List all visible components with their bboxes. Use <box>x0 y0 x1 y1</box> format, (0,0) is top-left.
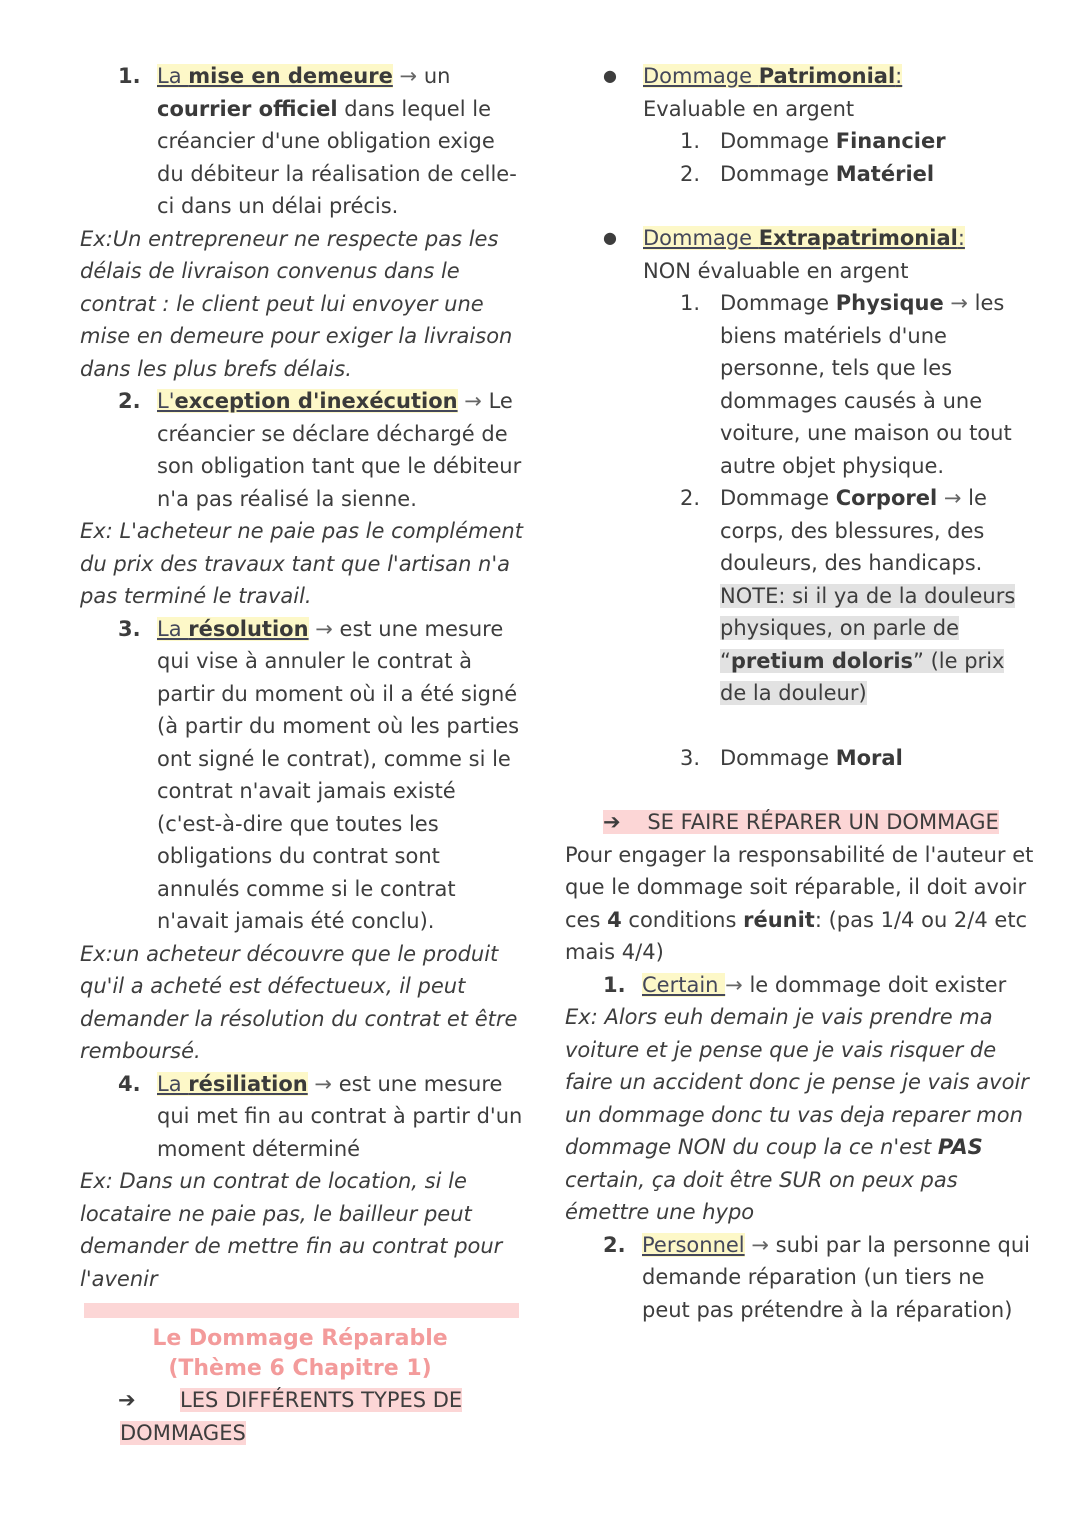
spacer <box>565 190 1035 222</box>
chapter-title: Le Dommage Réparable <box>152 1326 448 1351</box>
term-patrimonial: Dommage Patrimonial: <box>643 64 903 88</box>
term-extrapatrimonial: Dommage Extrapatrimonial: <box>643 226 965 250</box>
section-label: LES DIFFÉRENTS TYPES DE DOMMAGES <box>120 1388 463 1445</box>
section-heading-reparer <box>565 806 1035 839</box>
example-text: Ex: L'acheteur ne paie pas le complément du prix des travaux tant que l'artisan n'a pas terminé le travail. <box>80 519 523 608</box>
sub-item-financier: 1. Dommage Financier <box>680 129 946 153</box>
arrow-icon: → <box>315 616 333 641</box>
item-number: 4. <box>118 1071 141 1096</box>
arrow-icon: → <box>399 64 418 88</box>
example-text: Ex: Dans un contrat de location, si le locataire ne paie pas, le bailleur peut demander de mettre fin au contrat pour l'avenir <box>80 1169 503 1291</box>
sub-item-corporel: 2. Dommage Corporel → le corps, des blessures, des douleurs, des handicaps. <box>680 486 987 575</box>
section-label: SE FAIRE RÉPARER UN DOMMAGE <box>647 810 999 834</box>
list-item-exception-inexecution <box>80 385 525 515</box>
term-exception-inexecution: L'exception d'inexécution <box>157 389 458 413</box>
bullet-icon: ● <box>603 66 617 85</box>
item-text-rest: dans lequel le créancier d'une obligation exige du débiteur la réalisation de celle- ci dans un délai précis. <box>157 96 517 218</box>
bullet-desc: Evaluable en argent <box>643 96 855 121</box>
chapter-subtitle: (Thème 6 Chapitre 1) <box>168 1356 432 1381</box>
spacer <box>565 774 1035 806</box>
arrow-icon: → <box>314 1071 333 1096</box>
example-text: Ex: Alors euh demain je vais prendre ma voiture et je pense que je vais risquer de faire un accident donc je pense je vais avoir un dommage donc tu vas deja reparer mon dommage NON du coup la ce n'est PAS certain, ça doit être SUR on peux pas émettre une hypo <box>565 1005 1029 1224</box>
note-pretium-doloris: NOTE: si il ya de la douleurs physiques, on parle de “pretium doloris” (le prix de la douleur) <box>720 583 1016 705</box>
term-resolution: La résolution <box>157 616 309 641</box>
item-text-rest: est une mesure qui met fin au contrat à partir d'un moment déterminé <box>157 1071 523 1161</box>
sub-item-moral: 3. Dommage Moral <box>680 745 903 770</box>
example-text: Ex:un acheteur découvre que le produit qu'il a acheté est défectueux, il peut demander la résolution du contrat et être remboursé. <box>80 941 518 1063</box>
item-text: un <box>423 64 451 88</box>
example-text: Ex:Un entrepreneur ne respecte pas les délais de livraison convenus dans le contrat : le client peut lui envoyer une mise en demeure pour exiger la livraison dans les plus brefs délais. <box>80 226 513 381</box>
sub-item-physique: 1. Dommage Physique → les biens matériels d'une personne, tels que les dommages causés à une voiture, une maison ou tout autre objet physique. <box>680 291 1012 478</box>
term-resiliation: La résiliation <box>157 1071 308 1096</box>
arrow-icon: → <box>464 389 482 413</box>
condition-personnel: 2. Personnel → subi par la personne qui demande réparation (un tiers ne peut pas prétendre à la réparation) <box>603 1232 1030 1322</box>
condition-certain: 1. Certain → le dommage doit exister <box>603 972 1007 997</box>
section-heading-bg <box>603 810 999 834</box>
section-heading-types <box>80 1384 525 1449</box>
bullet-desc: NON évaluable en argent <box>643 258 909 283</box>
arrow-right-icon: ➔ <box>118 1388 136 1412</box>
term-mise-en-demeure: La mise en demeure <box>157 64 393 88</box>
sub-item-materiel: 2. Dommage Matériel <box>680 161 935 186</box>
item-text-rest: Le créancier se déclare déchargé de son obligation tant que le débiteur n'a pas réalisé la sienne. <box>157 389 522 511</box>
conditions-intro: Pour engager la responsabilité de l'auteur et que le dommage soit réparable, il doit avoir ces 4 conditions réunit: (pas 1/4 ou 2/4 etc mais 4/4) <box>565 842 1034 964</box>
item-number: 3. <box>118 616 141 641</box>
spacer <box>565 710 1035 742</box>
list-item-resolution <box>80 613 525 938</box>
arrow-right-icon: ➔ <box>603 810 621 834</box>
bullet-icon: ● <box>603 228 617 247</box>
item-number: 2. <box>118 389 141 413</box>
item-text-bold: courrier officiel <box>157 96 338 121</box>
divider <box>84 1303 519 1318</box>
right-column <box>565 60 1035 1326</box>
list-item-resiliation <box>80 1068 525 1166</box>
item-number: 1. <box>118 64 141 88</box>
list-item-mise-en-demeure <box>80 60 525 223</box>
item-text-rest: est une mesure qui vise à annuler le contrat à partir du moment où il a été signé (à partir du moment où les parties ont signé le contrat), comme si le contrat n'avait jamais existé (c'est-à-dire que toutes les obligations du contrat sont annulés comme si le contrat n'avait jamais été conclu). <box>157 616 520 933</box>
bullet-extrapatrimonial <box>565 222 1035 287</box>
bullet-patrimonial <box>565 60 1035 125</box>
left-column <box>80 60 525 1449</box>
